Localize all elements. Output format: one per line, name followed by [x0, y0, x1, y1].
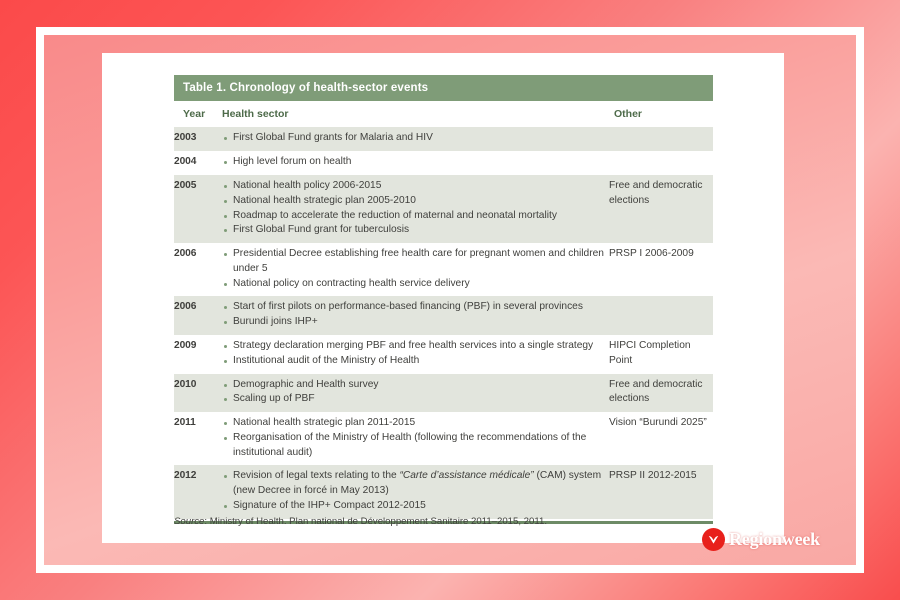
event-item: First Global Fund grant for tuberculosis — [222, 223, 609, 238]
event-item: National health policy 2006-2015 — [222, 179, 609, 194]
event-item: National health strategic plan 2011-2015 — [222, 416, 609, 431]
event-item: Institutional audit of the Ministry of Health — [222, 354, 609, 369]
cell-other: HIPCI Completion Point — [609, 335, 713, 374]
table-row — [174, 335, 713, 374]
cell-other: Free and democratic elections — [609, 175, 713, 243]
event-item: Reorganisation of the Ministry of Health (following the recommendations of the institutional audit) — [222, 431, 609, 461]
cell-other: Vision “Burundi 2025” — [609, 412, 713, 465]
chronology-table — [174, 101, 713, 518]
event-item: Signature of the IHP+ Compact 2012-2015 — [222, 499, 609, 514]
cell-year: 2011 — [174, 412, 222, 465]
table-row — [174, 412, 713, 465]
table-row — [174, 175, 713, 243]
event-list — [222, 155, 609, 170]
event-list — [222, 131, 609, 146]
event-list — [222, 247, 609, 291]
cell-health-sector — [222, 335, 609, 374]
column-header-other: Other — [609, 101, 713, 127]
cell-health-sector — [222, 243, 609, 296]
table-row — [174, 465, 713, 518]
table-row — [174, 127, 713, 151]
event-list — [222, 469, 609, 513]
event-item: National health strategic plan 2005-2010 — [222, 194, 609, 209]
cell-health-sector — [222, 412, 609, 465]
event-list — [222, 378, 609, 408]
cell-health-sector — [222, 374, 609, 413]
event-item: Strategy declaration merging PBF and free health services into a single strategy — [222, 339, 609, 354]
source-text: : Ministry of Health. Plan national de Développement Sanitaire 2011–2015, 2011. — [204, 516, 547, 527]
cell-year: 2009 — [174, 335, 222, 374]
event-item: Demographic and Health survey — [222, 378, 609, 393]
event-item: National policy on contracting health service delivery — [222, 277, 609, 292]
cell-year: 2010 — [174, 374, 222, 413]
table-title: Table 1. Chronology of health-sector events — [174, 75, 713, 101]
cell-health-sector — [222, 175, 609, 243]
watermark-logo — [702, 528, 820, 551]
event-list — [222, 339, 609, 369]
table-header-row — [174, 101, 713, 127]
table-row — [174, 151, 713, 175]
column-header-year: Year — [174, 101, 222, 127]
italic-term: “Carte d’assistance médicale” — [399, 470, 534, 482]
table-body — [174, 127, 713, 518]
cell-other: PRSP II 2012-2015 — [609, 465, 713, 518]
source-label: Source — [174, 516, 205, 527]
table-row — [174, 296, 713, 335]
cell-year: 2004 — [174, 151, 222, 175]
event-item: Start of first pilots on performance-based financing (PBF) in several provinces — [222, 300, 609, 315]
cell-health-sector — [222, 296, 609, 335]
event-item: Revision of legal texts relating to the “Carte d’assistance médicale” (CAM) system (new Decree in forcé in May 2013) — [222, 469, 609, 499]
bird-logo-icon — [702, 528, 725, 551]
event-item: Burundi joins IHP+ — [222, 315, 609, 330]
cell-other — [609, 127, 713, 151]
cell-year: 2012 — [174, 465, 222, 518]
chronology-table-container — [174, 75, 713, 524]
cell-year: 2005 — [174, 175, 222, 243]
table-row — [174, 243, 713, 296]
event-item: Scaling up of PBF — [222, 392, 609, 407]
event-item: Presidential Decree establishing free health care for pregnant women and children under 5 — [222, 247, 609, 277]
cell-health-sector — [222, 151, 609, 175]
event-item: High level forum on health — [222, 155, 609, 170]
event-list — [222, 300, 609, 330]
cell-year: 2006 — [174, 296, 222, 335]
cell-other — [609, 296, 713, 335]
column-header-health-sector: Health sector — [222, 101, 609, 127]
event-list — [222, 416, 609, 460]
source-note — [174, 515, 734, 528]
cell-other — [609, 151, 713, 175]
cell-health-sector — [222, 465, 609, 518]
cell-year: 2003 — [174, 127, 222, 151]
cell-year: 2006 — [174, 243, 222, 296]
cell-other: PRSP I 2006-2009 — [609, 243, 713, 296]
table-row — [174, 374, 713, 413]
event-item: Roadmap to accelerate the reduction of maternal and neonatal mortality — [222, 209, 609, 224]
event-list — [222, 179, 609, 238]
watermark-brand-text: Regionweek — [729, 529, 820, 549]
cell-health-sector — [222, 127, 609, 151]
event-item: First Global Fund grants for Malaria and HIV — [222, 131, 609, 146]
document-page-card — [102, 53, 784, 543]
cell-other: Free and democratic elections — [609, 374, 713, 413]
